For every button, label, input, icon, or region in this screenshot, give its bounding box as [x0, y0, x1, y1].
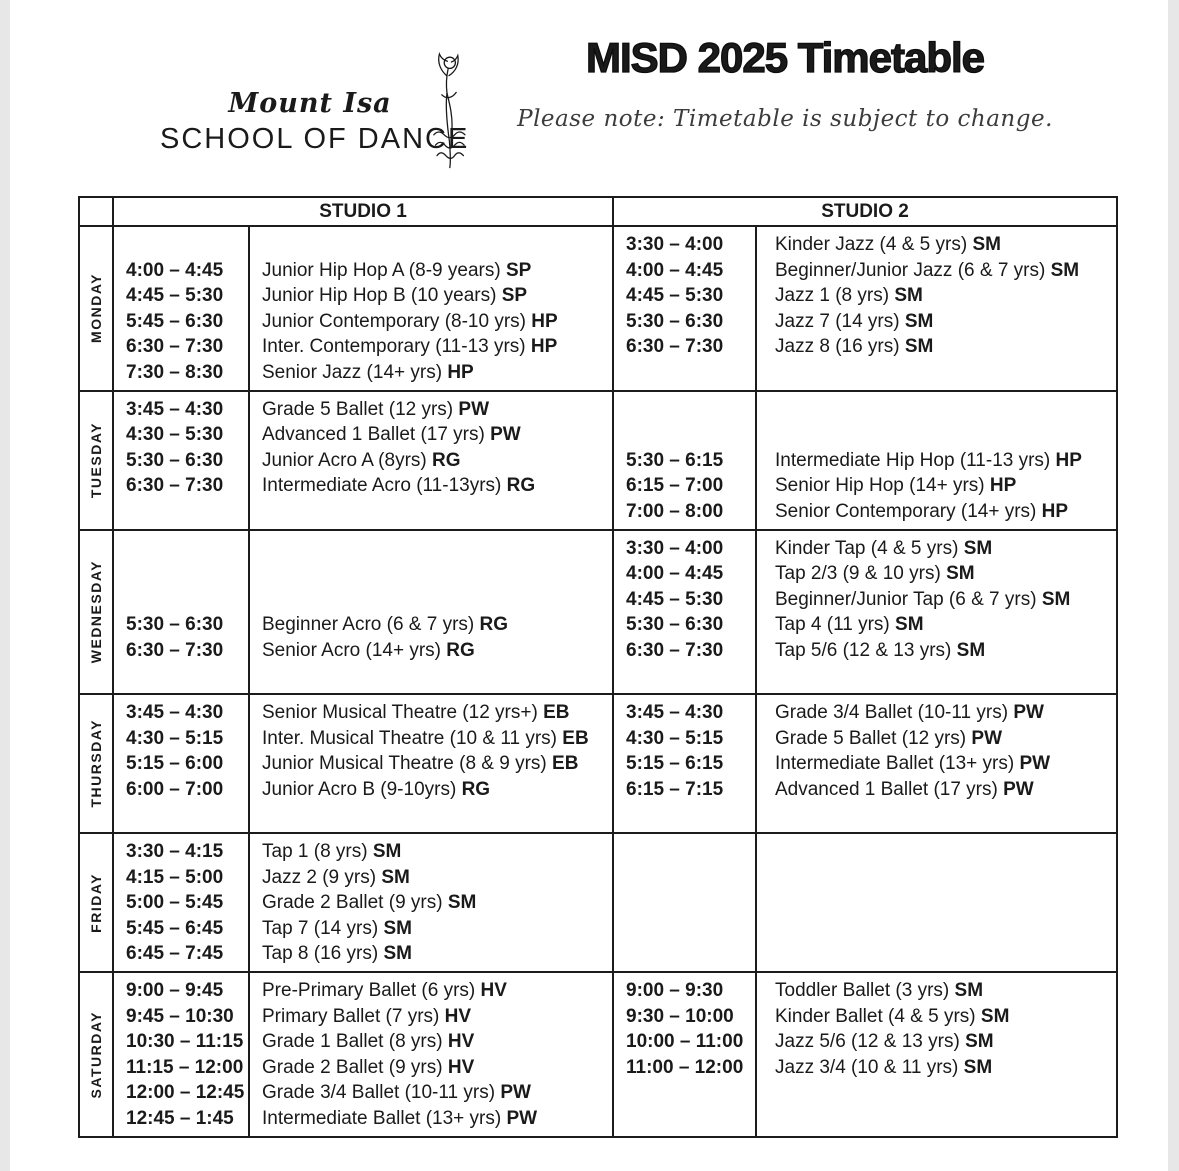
class-entry: Grade 3/4 Ballet (10-11 yrs) PW	[775, 702, 1044, 724]
day-row-wednesday	[80, 531, 1116, 696]
class-entry	[757, 1106, 1116, 1132]
time-slot: 9:00 – 9:30	[626, 980, 724, 1002]
class-entry	[250, 561, 612, 587]
time-slot: 6:15 – 7:00	[626, 475, 724, 497]
class-entry: Senior Jazz (14+ yrs) HP	[262, 361, 474, 383]
time-slot: 4:30 – 5:15	[626, 727, 724, 749]
class-entry: Grade 2 Ballet (9 yrs) HV	[262, 1056, 475, 1078]
time-slot: 6:00 – 7:00	[126, 778, 224, 800]
teacher-initials: HV	[447, 1031, 475, 1053]
time-column	[114, 834, 250, 971]
day-label-cell	[80, 834, 114, 971]
teacher-initials: SM	[372, 841, 402, 863]
timetable-header-row	[80, 198, 1116, 227]
time-slot: 5:45 – 6:45	[126, 917, 224, 939]
class-entry: Inter. Contemporary (11-13 yrs) HP	[262, 336, 558, 358]
class-entry: Grade 2 Ballet (9 yrs) SM	[262, 892, 477, 914]
day-label-cell	[80, 227, 114, 390]
corner-cell	[80, 198, 114, 225]
class-entry	[757, 916, 1116, 942]
teacher-initials: SM	[383, 943, 412, 965]
teacher-initials: PW	[490, 424, 521, 446]
class-column	[250, 227, 614, 390]
time-slot: 4:45 – 5:30	[626, 285, 724, 307]
time-column	[614, 973, 757, 1136]
class-entry: Beginner Acro (6 & 7 yrs) RG	[262, 614, 509, 636]
class-column	[250, 834, 614, 971]
time-slot: 6:30 – 7:30	[126, 639, 224, 661]
time-slot	[614, 664, 755, 690]
class-column	[250, 392, 614, 529]
time-slot: 9:45 – 10:30	[126, 1005, 234, 1027]
class-column	[757, 227, 1116, 390]
class-entry	[250, 232, 612, 258]
time-slot	[114, 561, 248, 587]
class-entry	[757, 839, 1116, 865]
time-slot: 10:00 – 11:00	[626, 1031, 744, 1053]
teacher-initials: SM	[972, 234, 1001, 255]
time-column	[114, 227, 250, 390]
class-entry: Intermediate Hip Hop (11-13 yrs) HP	[775, 449, 1082, 471]
teacher-initials: PW	[458, 398, 490, 420]
class-entry: Jazz 5/6 (12 & 13 yrs) SM	[775, 1031, 994, 1053]
time-slot: 3:45 – 4:30	[126, 398, 224, 420]
class-entry: Junior Acro B (9-10yrs) RG	[262, 778, 491, 800]
time-slot	[614, 397, 755, 423]
teacher-initials: EB	[552, 753, 579, 775]
class-entry	[757, 802, 1116, 828]
time-slot	[114, 587, 248, 613]
teacher-initials: SM	[965, 1031, 994, 1053]
time-slot: 3:45 – 4:30	[626, 702, 724, 724]
teacher-initials: HV	[480, 980, 507, 1002]
class-entry: Grade 5 Ballet (12 yrs) PW	[262, 398, 490, 420]
day-label: THURSDAY	[88, 719, 104, 808]
teacher-initials: PW	[506, 1108, 538, 1129]
time-slot: 4:00 – 4:45	[626, 259, 724, 281]
document-page	[10, 0, 1168, 1171]
class-entry	[757, 360, 1116, 386]
class-entry: Inter. Musical Theatre (10 & 11 yrs) EB	[262, 727, 589, 749]
teacher-initials: SM	[381, 866, 410, 888]
time-slot	[114, 664, 248, 690]
timetable-body	[80, 227, 1116, 1136]
time-slot: 5:15 – 6:15	[626, 753, 724, 775]
day-row-tuesday	[80, 392, 1116, 531]
class-entry: Beginner/Junior Tap (6 & 7 yrs) SM	[775, 588, 1071, 610]
time-slot	[614, 1080, 755, 1106]
time-slot: 9:00 – 9:45	[126, 980, 224, 1002]
teacher-initials: HP	[989, 475, 1017, 497]
class-column	[250, 695, 614, 832]
class-entry: Senior Hip Hop (14+ yrs) HP	[775, 475, 1017, 497]
teacher-initials: RG	[506, 475, 536, 497]
time-slot	[114, 536, 248, 562]
time-slot: 5:15 – 6:00	[126, 753, 224, 775]
teacher-initials: EB	[562, 727, 589, 749]
time-slot: 11:15 – 12:00	[126, 1056, 244, 1078]
class-entry	[250, 802, 612, 828]
time-slot: 7:30 – 8:30	[126, 361, 224, 383]
class-entry: Junior Contemporary (8-10 yrs) HP	[262, 310, 558, 332]
class-entry	[757, 941, 1116, 967]
teacher-initials: PW	[1013, 702, 1044, 724]
time-slot: 7:00 – 8:00	[626, 500, 724, 522]
teacher-initials: SM	[954, 980, 984, 1002]
teacher-initials: HP	[1055, 449, 1082, 471]
teacher-initials: SM	[895, 614, 924, 636]
time-slot	[614, 916, 755, 942]
class-column	[757, 973, 1116, 1136]
day-label: TUESDAY	[88, 421, 104, 499]
time-slot: 6:30 – 7:30	[626, 336, 724, 358]
class-entry	[250, 536, 612, 562]
time-slot: 5:30 – 6:15	[626, 449, 724, 471]
time-column	[114, 695, 250, 832]
time-slot	[114, 802, 248, 828]
class-entry	[757, 1080, 1116, 1106]
time-slot: 5:30 – 6:30	[626, 310, 724, 332]
time-slot	[614, 422, 755, 448]
teacher-initials: SM	[894, 285, 923, 307]
teacher-initials: SM	[1041, 588, 1071, 610]
time-column	[114, 973, 250, 1136]
class-column	[757, 834, 1116, 971]
time-slot: 3:30 – 4:00	[626, 537, 724, 559]
day-label: FRIDAY	[88, 872, 104, 933]
class-entry: Toddler Ballet (3 yrs) SM	[775, 980, 984, 1002]
day-label: SATURDAY	[88, 1010, 104, 1099]
class-entry: Jazz 8 (16 yrs) SM	[775, 336, 934, 358]
class-entry: Jazz 2 (9 yrs) SM	[262, 866, 410, 888]
teacher-initials: SM	[980, 1005, 1010, 1027]
day-row-saturday	[80, 973, 1116, 1136]
class-column	[250, 973, 614, 1136]
time-slot	[114, 232, 248, 258]
class-entry	[250, 587, 612, 613]
teacher-initials: SM	[904, 310, 934, 332]
day-label: MONDAY	[88, 273, 104, 344]
class-entry: Primary Ballet (7 yrs) HV	[262, 1005, 472, 1027]
teacher-initials: PW	[1019, 753, 1051, 775]
class-entry	[757, 397, 1116, 423]
time-column	[614, 531, 757, 694]
time-column	[114, 531, 250, 694]
logo-script-text: Mount Isa	[228, 88, 392, 119]
teacher-initials: SM	[904, 336, 934, 358]
time-slot: 6:15 – 7:15	[626, 778, 724, 800]
time-column	[614, 227, 757, 390]
teacher-initials: SM	[383, 917, 412, 939]
class-entry: Grade 5 Ballet (12 yrs) PW	[775, 727, 1003, 749]
day-row-monday	[80, 227, 1116, 392]
class-entry: Senior Musical Theatre (12 yrs+) EB	[262, 702, 570, 724]
class-entry: Junior Hip Hop A (8-9 years) SP	[262, 259, 532, 281]
class-entry	[757, 890, 1116, 916]
class-entry: Tap 4 (11 yrs) SM	[775, 614, 924, 636]
studio2-header: STUDIO 2	[821, 200, 909, 222]
class-entry: Kinder Jazz (4 & 5 yrs) SM	[775, 234, 1001, 255]
time-slot: 6:45 – 7:45	[126, 943, 224, 965]
teacher-initials: HP	[447, 361, 474, 383]
class-entry: Intermediate Acro (11-13yrs) RG	[262, 475, 536, 497]
teacher-initials: SP	[501, 285, 528, 307]
time-slot	[614, 941, 755, 967]
time-slot: 4:30 – 5:15	[126, 727, 224, 749]
time-slot: 12:00 – 12:45	[126, 1082, 245, 1104]
class-entry: Tap 7 (14 yrs) SM	[262, 917, 412, 939]
time-slot: 5:00 – 5:45	[126, 892, 224, 914]
class-entry: Kinder Ballet (4 & 5 yrs) SM	[775, 1005, 1010, 1027]
time-slot: 4:45 – 5:30	[126, 285, 224, 307]
time-slot: 12:45 – 1:45	[126, 1108, 234, 1129]
class-entry: Tap 5/6 (12 & 13 yrs) SM	[775, 639, 986, 661]
class-entry: Beginner/Junior Jazz (6 & 7 yrs) SM	[775, 259, 1080, 281]
time-column	[614, 834, 757, 971]
class-entry: Junior Acro A (8yrs) RG	[262, 449, 461, 471]
time-slot: 11:00 – 12:00	[626, 1056, 744, 1078]
day-row-friday	[80, 834, 1116, 973]
teacher-initials: SM	[963, 1056, 993, 1078]
teacher-initials: RG	[446, 639, 475, 661]
studio1-header: STUDIO 1	[114, 198, 614, 225]
class-entry: Grade 3/4 Ballet (10-11 yrs) PW	[262, 1082, 531, 1104]
day-label: WEDNESDAY	[88, 560, 104, 664]
class-entry: Jazz 1 (8 yrs) SM	[775, 285, 923, 307]
class-entry: Tap 8 (16 yrs) SM	[262, 943, 412, 965]
time-slot	[614, 1106, 755, 1132]
class-entry	[250, 664, 612, 690]
time-slot	[114, 499, 248, 525]
teacher-initials: SM	[956, 639, 986, 661]
time-slot: 4:45 – 5:30	[626, 588, 724, 610]
time-slot: 3:45 – 4:30	[126, 702, 224, 724]
teacher-initials: PW	[500, 1082, 531, 1104]
teacher-initials: SM	[963, 537, 993, 559]
time-slot: 5:30 – 6:30	[126, 614, 224, 636]
time-slot	[614, 865, 755, 891]
time-slot: 5:45 – 6:30	[126, 310, 224, 332]
page-title: MISD 2025 Timetable	[585, 34, 985, 81]
time-slot: 4:00 – 4:45	[126, 259, 224, 281]
time-column	[614, 695, 757, 832]
teacher-initials: SP	[505, 259, 532, 281]
time-slot: 3:30 – 4:15	[126, 841, 224, 863]
class-entry: Kinder Tap (4 & 5 yrs) SM	[775, 537, 993, 559]
class-entry: Pre-Primary Ballet (6 yrs) HV	[262, 980, 507, 1002]
logo-name-text: SCHOOL OF DANCE	[160, 123, 470, 155]
day-label-cell	[80, 695, 114, 832]
page-subtitle: Please note: Timetable is subject to change.	[517, 106, 1053, 132]
school-logo	[160, 88, 470, 156]
teacher-initials: RG	[479, 614, 509, 636]
time-column	[614, 392, 757, 529]
class-entry: Intermediate Ballet (13+ yrs) PW	[775, 753, 1051, 775]
teacher-initials: HP	[531, 310, 558, 332]
time-slot: 4:15 – 5:00	[126, 866, 224, 888]
class-entry: Tap 2/3 (9 & 10 yrs) SM	[775, 563, 975, 585]
day-label-cell	[80, 973, 114, 1136]
class-entry: Advanced 1 Ballet (17 yrs) PW	[262, 424, 521, 446]
time-slot: 4:00 – 4:45	[626, 563, 724, 585]
time-slot	[614, 360, 755, 386]
class-entry: Intermediate Ballet (13+ yrs) PW	[262, 1108, 538, 1129]
teacher-initials: PW	[971, 727, 1003, 749]
class-column	[757, 695, 1116, 832]
teacher-initials: EB	[543, 702, 570, 724]
teacher-initials: HV	[444, 1005, 472, 1027]
time-slot	[614, 890, 755, 916]
class-entry	[757, 664, 1116, 690]
time-slot: 5:30 – 6:30	[126, 449, 224, 471]
class-column	[757, 392, 1116, 529]
class-entry: Senior Contemporary (14+ yrs) HP	[775, 500, 1069, 522]
class-entry: Jazz 3/4 (10 & 11 yrs) SM	[775, 1056, 993, 1078]
class-column	[250, 531, 614, 694]
time-slot: 5:30 – 6:30	[626, 614, 724, 636]
teacher-initials: HP	[530, 336, 558, 358]
time-column	[114, 392, 250, 529]
class-entry	[757, 865, 1116, 891]
class-column	[757, 531, 1116, 694]
time-slot: 6:30 – 7:30	[126, 336, 224, 358]
time-slot: 3:30 – 4:00	[626, 234, 724, 255]
class-entry: Advanced 1 Ballet (17 yrs) PW	[775, 778, 1034, 800]
time-slot	[614, 802, 755, 828]
day-label-cell	[80, 392, 114, 529]
class-entry	[757, 422, 1116, 448]
teacher-initials: RG	[432, 449, 461, 471]
class-entry: Senior Acro (14+ yrs) RG	[262, 639, 475, 661]
teacher-initials: HV	[447, 1056, 475, 1078]
teacher-initials: HP	[1041, 500, 1069, 522]
teacher-initials: PW	[1003, 778, 1034, 800]
class-entry: Jazz 7 (14 yrs) SM	[775, 310, 934, 332]
time-slot: 10:30 – 11:15	[126, 1031, 244, 1053]
teacher-initials: RG	[461, 778, 491, 800]
day-label-cell	[80, 531, 114, 694]
dancer-icon	[423, 50, 475, 170]
teacher-initials: SM	[447, 892, 477, 914]
class-entry: Grade 1 Ballet (8 yrs) HV	[262, 1031, 475, 1053]
class-entry: Junior Hip Hop B (10 years) SP	[262, 285, 528, 307]
time-slot: 9:30 – 10:00	[626, 1005, 734, 1027]
time-slot: 6:30 – 7:30	[626, 639, 724, 661]
teacher-initials: SM	[1050, 259, 1080, 281]
time-slot: 4:30 – 5:30	[126, 424, 224, 446]
class-entry: Junior Musical Theatre (8 & 9 yrs) EB	[262, 753, 579, 775]
class-entry: Tap 1 (8 yrs) SM	[262, 841, 402, 863]
timetable	[78, 196, 1118, 1138]
day-row-thursday	[80, 695, 1116, 834]
class-entry	[250, 499, 612, 525]
time-slot: 6:30 – 7:30	[126, 475, 224, 497]
time-slot	[614, 839, 755, 865]
teacher-initials: SM	[946, 563, 975, 585]
